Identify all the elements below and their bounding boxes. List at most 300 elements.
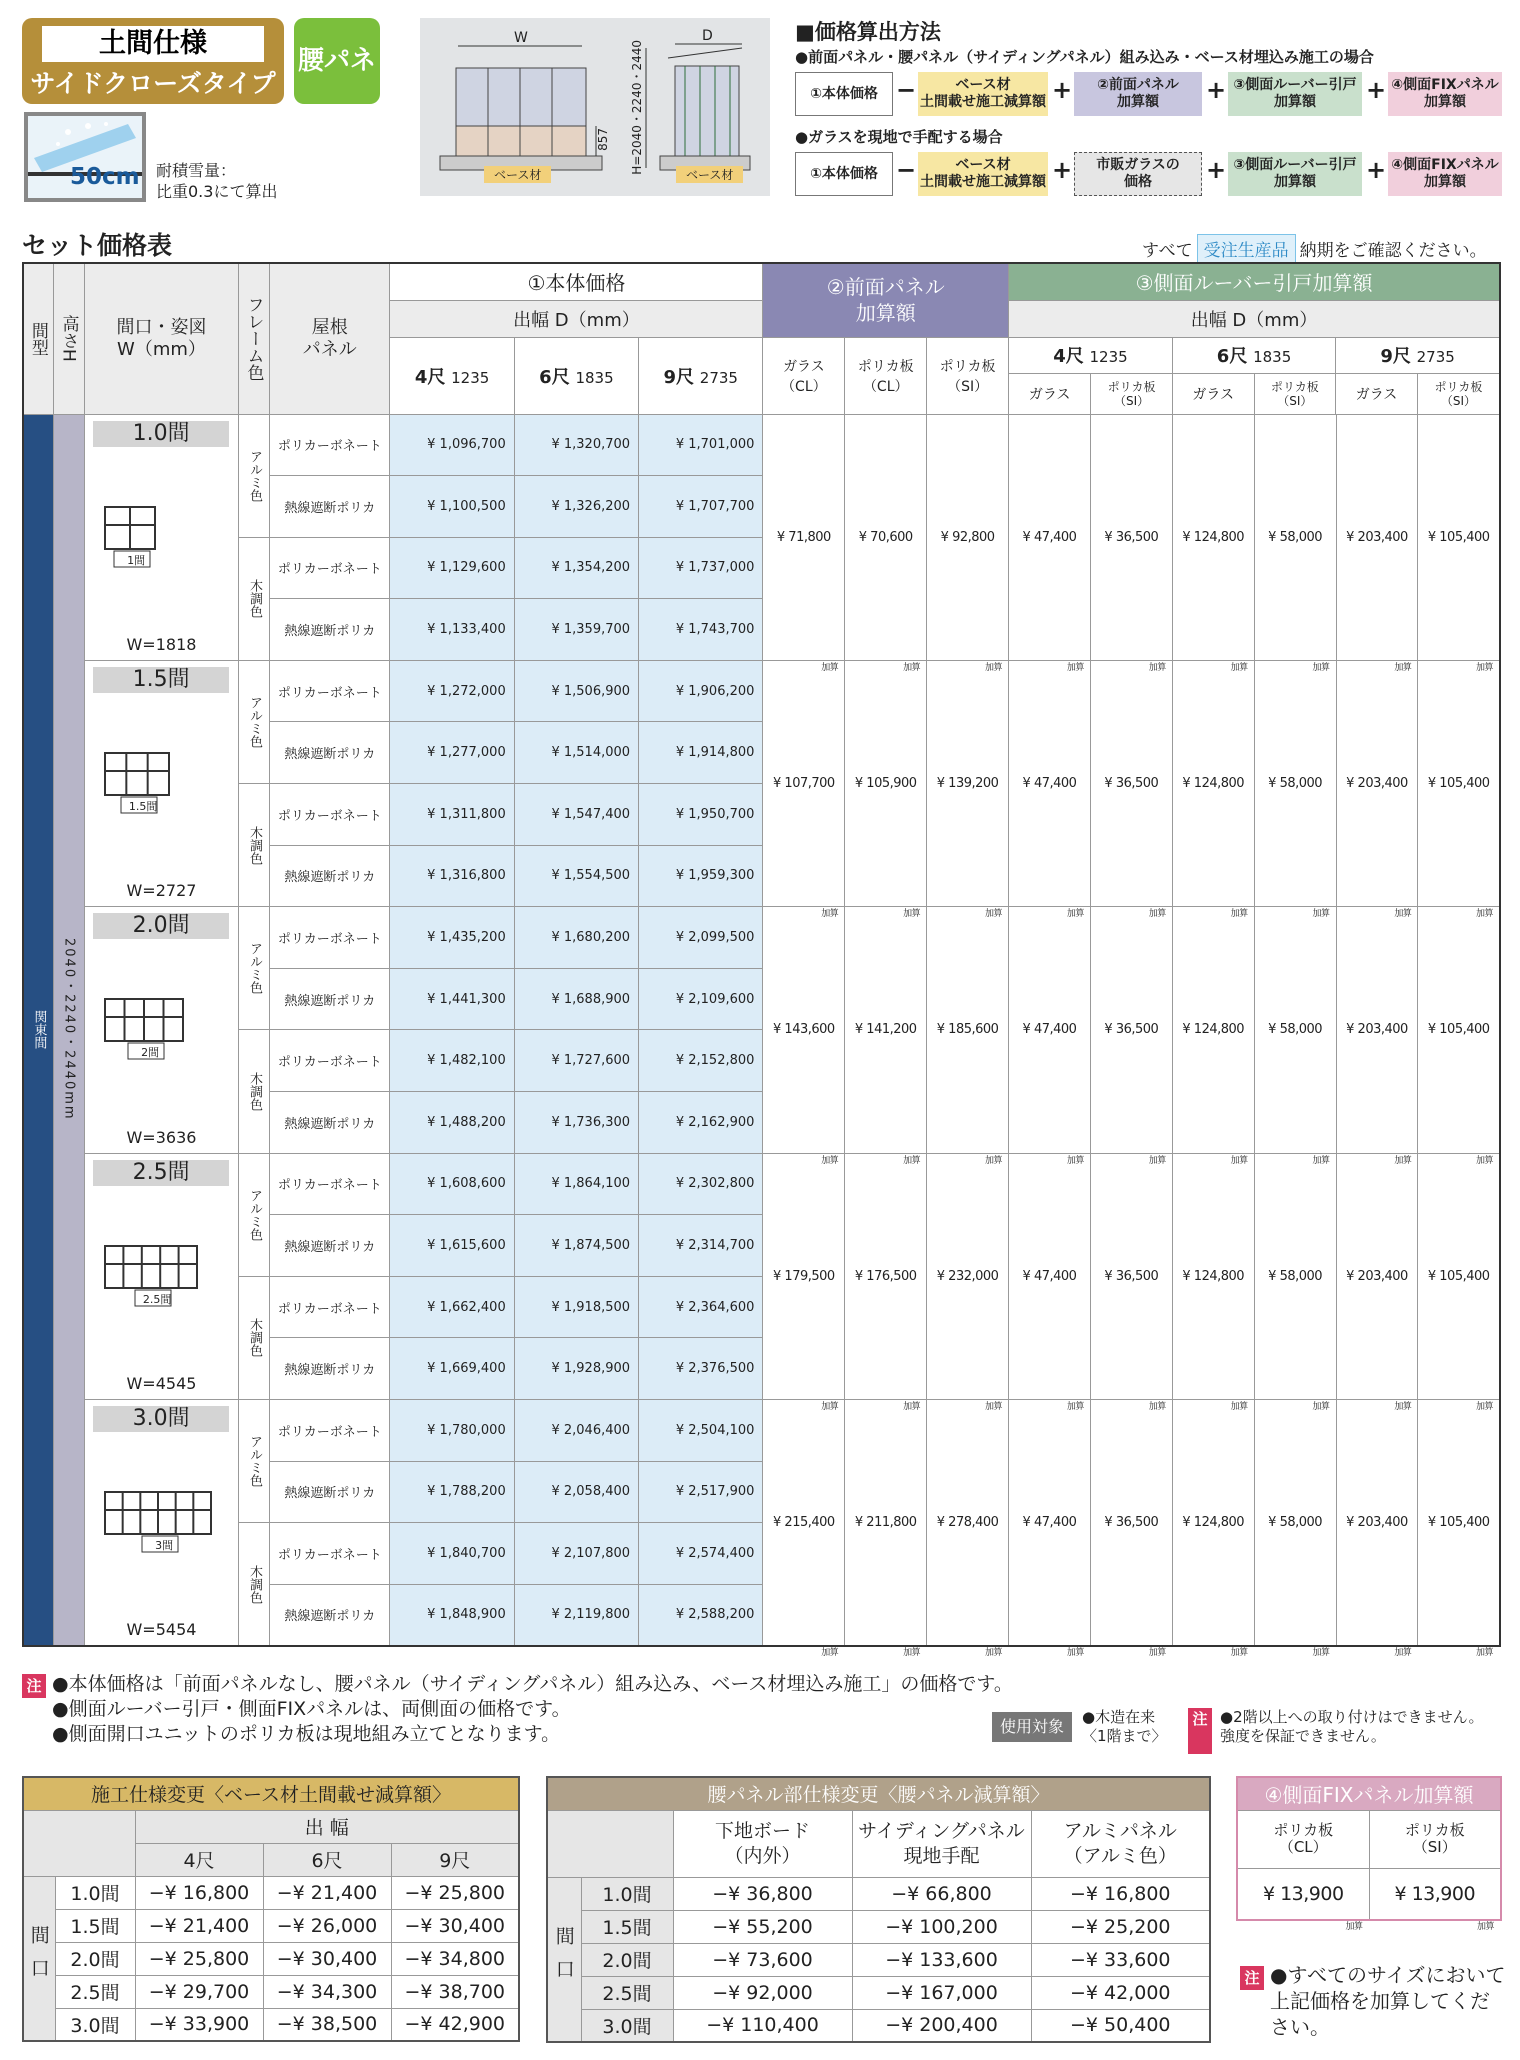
h-s4-shaku: 4尺 [1053,346,1084,368]
side-louver-value: ¥ 105,400 [1427,529,1490,545]
h-front-panel: ②前面パネル 加算額 [763,263,1009,337]
h-d4-mm: 1235 [451,368,490,387]
frame-color: アルミ色 [238,1400,269,1523]
add-label: 加算 [1475,1155,1493,1166]
body-price: ¥ 2,152,800 [639,1030,763,1092]
waist-value: −¥ 25,200 [1031,1910,1210,1943]
set-price-table [22,262,1501,1658]
add-label: 加算 [1230,1402,1248,1412]
note-1: ●本体価格は「前面パネルなし、腰パネル（サイディングパネル）組み込み、ベース材埋込み施工」の価格です。 [52,1673,1013,1695]
side-louver-value: ¥ 36,500 [1104,1022,1159,1038]
construction-col: 9尺 [391,1843,519,1876]
roof-panel: 熱線遮断ポリカ [270,476,390,538]
add-label: 加算 [985,1647,1003,1658]
side-louver-value: ¥ 47,400 [1022,1514,1077,1530]
construction-row [23,2008,519,2041]
side-louver-price [1336,1400,1418,1658]
h-front-psi: ポリカ板 （SI） [927,337,1009,414]
construction-rowhead: 間口 [23,1876,55,2041]
body-price: ¥ 1,701,000 [639,414,763,476]
front-panel-price [845,907,927,1166]
note-2: ●側面ルーバー引戸・側面FIXパネルは、両側面の価格です。 [52,1698,571,1720]
body-price: ¥ 1,864,100 [514,1153,638,1215]
side-louver-value: ¥ 105,400 [1427,1022,1490,1038]
h-d6 [514,337,638,414]
construction-col: 6尺 [263,1843,391,1876]
width-label: 2.5間 [581,1976,673,2009]
add-label: 加算 [985,1155,1003,1166]
roof-panel: 熱線遮断ポリカ [270,1092,390,1154]
frame-color: アルミ色 [238,1153,269,1276]
construction-value: −¥ 21,400 [263,1876,391,1909]
waist-col: 下地ボード （内外） [673,1810,852,1877]
size-label: 1.5間 [93,667,229,693]
construction-row [23,1942,519,1975]
front-panel-price [845,1153,927,1412]
body-price: ¥ 1,547,400 [514,784,638,846]
front-panel-price [845,414,927,673]
add-label: 加算 [1230,909,1248,920]
roof-panel: 熱線遮断ポリカ [270,1584,390,1646]
width-label: 1.0間 [581,1877,673,1910]
floor-note-2: 強度を保証できません。 [1220,1727,1386,1745]
roof-panel: 熱線遮断ポリカ [270,1338,390,1400]
construction-col: 4尺 [135,1843,263,1876]
roof-panel: ポリカーボネート [270,1153,390,1215]
side-louver-price [1254,907,1336,1166]
set-price-title: セット価格表 [22,231,173,260]
frame-color: アルミ色 [238,660,269,783]
order-note-post: 納期をご確認ください。 [1299,241,1487,261]
waist-value: −¥ 55,200 [673,1910,852,1943]
front-panel-price [927,907,1009,1166]
pm1-plus1: + [1052,76,1073,104]
price-row [23,660,1500,722]
side-louver-value: ¥ 203,400 [1346,529,1408,545]
height-unit: mm [61,1091,77,1121]
pm1-minus: − [896,76,917,104]
h-s6-glass: ガラス [1172,374,1254,414]
add-label: 加算 [1066,909,1084,920]
body-price: ¥ 2,504,100 [639,1400,763,1462]
add-label: 加算 [821,1647,839,1658]
fix-note: ●すべてのサイズにおいて上記価格を加算してください。 [1270,1963,1506,2039]
construction-row [23,1876,519,1909]
h-front-glass: ガラス （CL） [763,337,845,414]
price-method-title: ■価格算出方法 [795,20,941,44]
add-label: 加算 [1312,1647,1330,1658]
frame-color: アルミ色 [238,907,269,1030]
side-louver-price [1172,660,1254,920]
diagram-h: H=2040・2240・2440 [630,40,644,175]
note-mark: 注 [22,1674,46,1698]
front-panel-value: ¥ 139,200 [936,776,999,792]
body-price: ¥ 1,918,500 [514,1276,638,1338]
add-label: 加算 [1148,1155,1166,1166]
construction-value: −¥ 29,700 [135,1975,263,2008]
width-label: 1.5間 [55,1909,135,1942]
front-panel-value: ¥ 278,400 [936,1514,999,1530]
roof-panel: ポリカーボネート [270,1400,390,1462]
add-label: 加算 [1230,662,1248,673]
floor-note-1: ●2階以上への取り付けはできません。 [1220,1708,1484,1726]
waist-value: −¥ 92,000 [673,1976,852,2009]
h-s4-psi: ポリカ板 （SI） [1091,374,1173,414]
body-price: ¥ 1,669,400 [390,1338,514,1400]
waist-value: −¥ 200,400 [852,2009,1031,2042]
waist-value: −¥ 133,600 [852,1943,1031,1976]
snow-note-1: 耐積雪量： [156,161,237,180]
unit-figure-label: 3間 [155,1539,174,1552]
fix-val-cl [1237,1868,1369,1932]
floor-note [1220,1708,1484,1746]
front-panel-price [845,660,927,920]
h-s9-shaku: 9尺 [1380,346,1411,368]
front-panel-price [927,1400,1009,1658]
waist-row [547,1943,1210,1976]
h-front-pcl: ポリカ板 （CL） [845,337,927,414]
front-panel-value: ¥ 179,500 [773,1268,835,1284]
body-price: ¥ 1,874,500 [514,1215,638,1277]
pm1-front: ②前面パネル 加算額 [1074,72,1202,116]
side-louver-value: ¥ 124,800 [1182,1514,1245,1530]
pm2-base: ベース材 土間載せ施工減算額 [918,152,1048,196]
body-price: ¥ 2,058,400 [514,1461,638,1523]
side-louver-price [1090,1153,1172,1412]
size-label: 2.0間 [93,913,229,939]
side-louver-price [1418,907,1500,1166]
construction-value: −¥ 21,400 [135,1909,263,1942]
add-label: 加算 [1066,662,1084,673]
side-louver-value: ¥ 36,500 [1104,529,1159,545]
pm2-fix: ④側面FIXパネル 加算額 [1388,152,1502,196]
body-price: ¥ 1,435,200 [390,907,514,969]
add-label: 加算 [1312,1402,1330,1412]
construction-value: −¥ 38,500 [263,2008,391,2041]
construction-corner [23,1810,135,1876]
construction-value: −¥ 34,300 [263,1975,391,2008]
add-label: 加算 [903,1155,921,1166]
side-louver-value: ¥ 58,000 [1268,1268,1323,1284]
roof-panel: ポリカーボネート [270,537,390,599]
waist-value: −¥ 110,400 [673,2009,852,2042]
body-price: ¥ 1,680,200 [514,907,638,969]
h-s9 [1336,338,1499,374]
pm2-glass: 市販ガラスの 価格 [1074,152,1202,196]
front-panel-price [927,1153,1009,1412]
front-panel-value: ¥ 70,600 [858,529,913,545]
body-price: ¥ 2,376,500 [639,1338,763,1400]
side-louver-value: ¥ 124,800 [1182,1022,1245,1038]
body-price: ¥ 2,574,400 [639,1523,763,1585]
region-kanto: 関東間 [23,414,53,1646]
diagram-base-side: ベース材 [676,166,743,183]
body-price: ¥ 1,272,000 [390,660,514,722]
side-louver-value: ¥ 47,400 [1022,1268,1077,1284]
roof-panel: ポリカーボネート [270,907,390,969]
body-price: ¥ 2,517,900 [639,1461,763,1523]
body-price: ¥ 1,848,900 [390,1584,514,1646]
add-label: 加算 [985,909,1003,920]
body-price: ¥ 2,364,600 [639,1276,763,1338]
body-price: ¥ 1,326,200 [514,476,638,538]
target-1: ●木造在来 [1082,1708,1156,1726]
front-panel-price [927,660,1009,920]
add-label: 加算 [1475,1647,1493,1658]
h-s4-mm: 1235 [1089,348,1128,367]
diagram-w: W [514,30,528,46]
body-price: ¥ 2,099,500 [639,907,763,969]
width-label: 3.0間 [55,2008,135,2041]
add-label: 加算 [903,1402,921,1412]
waist-row [547,1877,1210,1910]
body-price: ¥ 1,662,400 [390,1276,514,1338]
front-panel-value: ¥ 105,900 [854,776,917,792]
h-d9-shaku: 9尺 [663,366,695,388]
body-price: ¥ 1,914,800 [639,722,763,784]
side-louver-price [1009,660,1091,920]
order-note [1142,234,1487,263]
construction-row [23,1975,519,2008]
width-value: W=5454 [126,1619,197,1639]
frame-color: 木調色 [238,1523,269,1646]
construction-value: −¥ 33,900 [135,2008,263,2041]
body-price: ¥ 1,100,500 [390,476,514,538]
front-panel-value: ¥ 232,000 [936,1268,999,1284]
add-label: 加算 [821,662,839,673]
front-panel-price [845,1400,927,1658]
side-louver-value: ¥ 203,400 [1346,1268,1408,1284]
add-label: 加算 [903,1647,921,1658]
snow-load-icon [24,112,146,202]
construction-row [23,1909,519,1942]
add-label: 加算 [1394,662,1412,673]
front-panel-price [763,907,845,1166]
h-depth-side: 出幅 D（mm） [1009,300,1500,337]
construction-value: −¥ 26,000 [263,1909,391,1942]
size-label: 1.0間 [93,421,229,447]
side-louver-price [1254,660,1336,920]
body-price: ¥ 1,788,200 [390,1461,514,1523]
product-diagram [420,18,770,196]
side-louver-value: ¥ 36,500 [1104,1268,1159,1284]
side-louver-price [1172,414,1254,673]
add-label: 加算 [1475,662,1493,673]
size-label: 3.0間 [93,1406,229,1432]
side-louver-price [1336,414,1418,673]
waist-value: −¥ 167,000 [852,1976,1031,2009]
body-price: ¥ 1,354,200 [514,537,638,599]
h-frame: フレーム色 [238,263,269,414]
width-value: W=2727 [126,881,197,901]
side-louver-price [1009,1153,1091,1412]
height-values: 2040・2240・2440 [61,938,77,1092]
fix-val-cl-text: ¥ 13,900 [1262,1882,1344,1905]
diagram-base-front: ベース材 [484,166,551,183]
waist-row [547,1910,1210,1943]
width-value: W=4545 [126,1374,197,1393]
body-price: ¥ 1,096,700 [390,414,514,476]
waist-value: −¥ 16,800 [1031,1877,1210,1910]
body-price: ¥ 2,314,700 [639,1215,763,1277]
add-label: 加算 [1475,909,1493,920]
h-s6 [1172,338,1335,374]
body-price: ¥ 1,608,600 [390,1153,514,1215]
roof-panel: 熱線遮断ポリカ [270,1461,390,1523]
waist-col: サイディングパネル 現地手配 [852,1810,1031,1877]
width-label: 2.0間 [581,1943,673,1976]
body-price: ¥ 1,840,700 [390,1523,514,1585]
h-s9-psi: ポリカ板 （SI） [1434,379,1483,408]
fix-note-mark: 注 [1240,1966,1264,1990]
side-louver-price [1009,1400,1091,1658]
body-price: ¥ 1,441,300 [390,968,514,1030]
side-louver-value: ¥ 58,000 [1268,1022,1323,1038]
front-panel-value: ¥ 143,600 [773,1022,835,1038]
side-louver-price [1254,414,1336,673]
h-s4-glass: ガラス [1009,374,1091,414]
roof-panel: ポリカーボネート [270,1276,390,1338]
roof-panel: 熱線遮断ポリカ [270,722,390,784]
side-louver-price [1254,1400,1336,1658]
body-price: ¥ 1,906,200 [639,660,763,722]
price-method-case1: ●前面パネル・腰パネル（サイディングパネル）組み込み・ベース材埋込み施工の場合 [795,48,1374,66]
h-size: 間口・姿図 W（mm） [85,263,239,414]
roof-panel: 熱線遮断ポリカ [270,968,390,1030]
side-louver-value: ¥ 203,400 [1346,776,1408,792]
construction-value: −¥ 25,800 [391,1876,519,1909]
construction-title: 施工仕様変更〈ベース材土間載せ減算額〉 [23,1777,519,1810]
construction-value: −¥ 34,800 [391,1942,519,1975]
size-1 [85,660,239,906]
price-method-case2: ●ガラスを現地で手配する場合 [795,128,1003,146]
unit-figure-label: 1.5間 [128,799,158,813]
frame-color: 木調色 [238,1030,269,1153]
body-price: ¥ 1,311,800 [390,784,514,846]
side-louver-value: ¥ 36,500 [1104,1514,1159,1530]
h-s6-shaku: 6尺 [1216,346,1248,368]
side-louver-price [1418,660,1500,920]
pm2-body: ①本体価格 [795,152,893,196]
side-louver-value: ¥ 124,800 [1182,529,1245,545]
body-price: ¥ 2,119,800 [514,1584,638,1646]
front-panel-value: ¥ 185,600 [936,1022,999,1038]
body-price: ¥ 1,743,700 [639,599,763,661]
roof-panel: ポリカーボネート [270,414,390,476]
diagram-d: D [702,28,713,44]
badge-title: 土間仕様 [42,26,264,62]
body-price: ¥ 1,133,400 [390,599,514,661]
pm2-plus3: + [1366,156,1387,184]
front-panel-price [763,1153,845,1412]
body-price: ¥ 1,277,000 [390,722,514,784]
fix-panel-table [1236,1776,1502,1932]
body-price: ¥ 1,316,800 [390,845,514,907]
h-s4 [1009,338,1172,374]
side-louver-value: ¥ 124,800 [1182,776,1245,792]
price-row [23,1153,1500,1215]
width-label: 1.5間 [581,1910,673,1943]
construction-value: −¥ 42,900 [391,2008,519,2041]
pm2-side: ③側面ルーバー引戸 加算額 [1228,152,1362,196]
side-louver-value: ¥ 47,400 [1022,1022,1077,1038]
side-louver-price [1336,907,1418,1166]
body-price: ¥ 2,109,600 [639,968,763,1030]
snow-depth: 50cm [70,164,140,190]
construction-value: −¥ 16,800 [135,1876,263,1909]
construction-table [22,1776,520,2042]
front-panel-value: ¥ 71,800 [776,529,831,545]
roof-panel: ポリカーボネート [270,784,390,846]
side-louver-price [1090,414,1172,673]
waist-value: −¥ 50,400 [1031,2009,1210,2042]
h-d9 [639,337,763,414]
target-2: 〈1階まで〉 [1082,1727,1167,1745]
frame-color: 木調色 [238,784,269,907]
waist-value: −¥ 36,800 [673,1877,852,1910]
waist-panel-badge: 腰パネル [294,18,380,104]
pm2-plus2: + [1206,156,1227,184]
width-label: 1.0間 [55,1876,135,1909]
roof-panel: 熱線遮断ポリカ [270,599,390,661]
side-louver-value: ¥ 105,400 [1427,1268,1490,1284]
side-louver-value: ¥ 47,400 [1022,776,1077,792]
front-panel-value: ¥ 211,800 [854,1514,917,1530]
h-side-sub [1009,337,1500,414]
add-label: 加算 [1066,1402,1084,1412]
construction-value: −¥ 30,400 [263,1942,391,1975]
h-d6-shaku: 6尺 [539,366,570,388]
size-0 [85,414,239,660]
side-louver-price [1172,1400,1254,1658]
side-louver-price [1090,660,1172,920]
fix-add-si: 加算 [1476,1922,1494,1932]
snow-note-2: 比重0.3にて算出 [156,182,278,201]
side-louver-price [1418,1400,1500,1658]
size-3 [85,1153,239,1399]
add-label: 加算 [1230,1155,1248,1166]
add-label: 加算 [1394,1155,1412,1166]
pm1-base: ベース材 土間載せ施工減算額 [918,72,1048,116]
side-louver-value: ¥ 58,000 [1268,776,1323,792]
side-louver-price [1254,1153,1336,1412]
unit-figure-label: 2間 [141,1046,160,1060]
add-label: 加算 [985,662,1003,673]
frame-color: 木調色 [238,537,269,660]
roof-panel: ポリカーボネート [270,660,390,722]
body-price: ¥ 2,107,800 [514,1523,638,1585]
waist-value: −¥ 100,200 [852,1910,1031,1943]
side-louver-value: ¥ 58,000 [1268,529,1323,545]
h-s6-psi: ポリカ板 （SI） [1254,374,1336,414]
front-panel-price [763,414,845,673]
add-label: 加算 [1394,909,1412,920]
body-price: ¥ 1,688,900 [514,968,638,1030]
side-louver-price [1090,1400,1172,1658]
add-label: 加算 [1475,1402,1493,1412]
pm2-minus: − [896,156,917,184]
add-label: 加算 [903,909,921,920]
waist-row [547,1976,1210,2009]
add-label: 加算 [1148,909,1166,920]
body-price: ¥ 1,514,000 [514,722,638,784]
side-louver-value: ¥ 58,000 [1268,1514,1323,1530]
waist-value: −¥ 42,000 [1031,1976,1210,2009]
roof-panel: 熱線遮断ポリカ [270,1215,390,1277]
body-price: ¥ 2,302,800 [639,1153,763,1215]
waist-value: −¥ 66,800 [852,1877,1031,1910]
pm2-plus1: + [1052,156,1073,184]
